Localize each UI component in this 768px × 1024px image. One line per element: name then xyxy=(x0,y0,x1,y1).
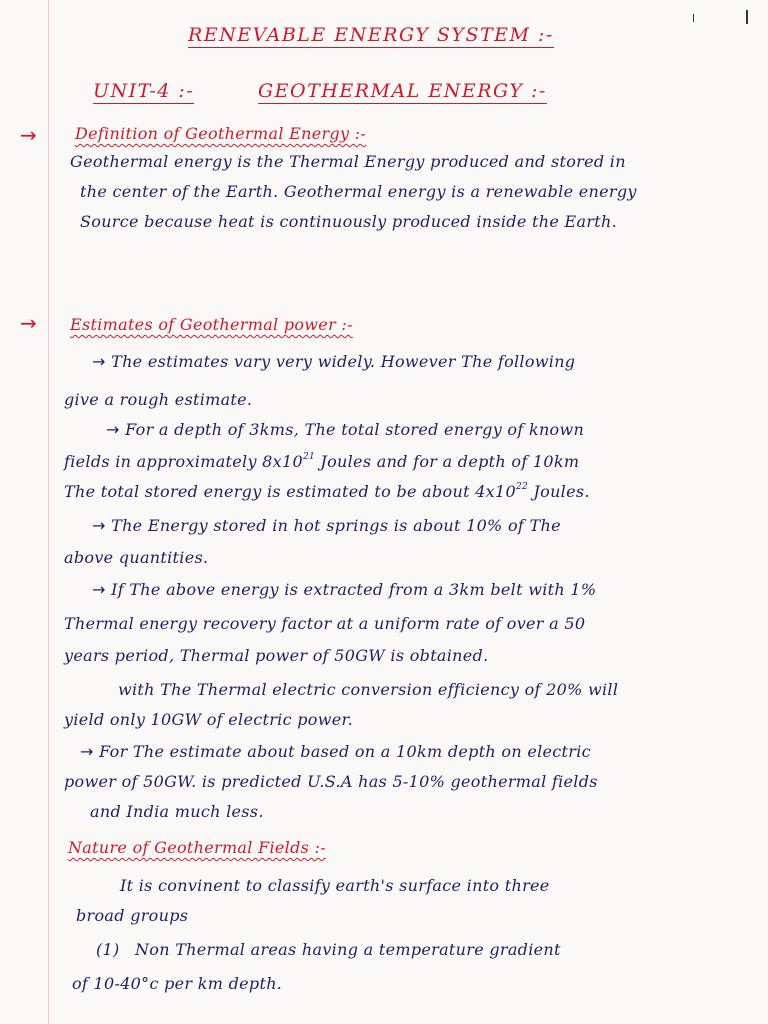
unit-topic: GEOTHERMAL ENERGY :- xyxy=(258,80,547,102)
nature-line: of 10-40°c per km depth. xyxy=(72,974,283,993)
arrow-icon: → xyxy=(106,420,120,439)
nature-line: broad groups xyxy=(76,906,189,925)
nature-line: (1) Non Thermal areas having a temperature gradient xyxy=(96,940,561,959)
estimates-line: → For a depth of 3kms, The total stored energy of known xyxy=(106,420,585,439)
estimates-line: power of 50GW. is predicted U.S.A has 5-10% geothermal fields xyxy=(64,772,598,791)
definition-line: the center of the Earth. Geothermal energy is a renewable energy xyxy=(80,182,637,201)
red-arrow-icon: → xyxy=(20,311,37,335)
estimates-line: The total stored energy is estimated to be about $4x10^{22}$ Joules. xyxy=(64,482,590,501)
unit-label: UNIT-4 :- xyxy=(93,80,195,102)
estimates-line: fields in approximately $8x10^{21}$ Joules and for a depth of 10km xyxy=(64,452,580,471)
arrow-icon: → xyxy=(92,580,106,599)
nature-heading: Nature of Geothermal Fields :- xyxy=(68,838,326,857)
estimates-line: yield only 10GW of electric power. xyxy=(64,710,354,729)
scan-mark xyxy=(693,14,694,22)
estimates-line: → The estimates vary very widely. However The following xyxy=(92,352,576,371)
estimates-heading: Estimates of Geothermal power :- xyxy=(70,315,353,334)
estimates-line: → For The estimate about based on a 10km depth on electric xyxy=(80,742,591,761)
estimates-line: and India much less. xyxy=(90,802,264,821)
list-number: (1) xyxy=(96,940,120,959)
estimates-line: → The Energy stored in hot springs is about 10% of The xyxy=(92,516,561,535)
arrow-icon: → xyxy=(80,742,94,761)
arrow-icon: → xyxy=(92,352,106,371)
nature-line: It is convinent to classify earth's surface into three xyxy=(120,876,550,895)
estimates-line: Thermal energy recovery factor at a uniform rate of over a 50 xyxy=(64,614,586,633)
page-title: RENEVABLE ENERGY SYSTEM :- xyxy=(188,24,554,46)
estimates-line: above quantities. xyxy=(64,548,209,567)
definition-heading: Definition of Geothermal Energy :- xyxy=(75,124,367,143)
exponent: 22 xyxy=(515,482,529,492)
page-margin-line xyxy=(48,0,49,1024)
estimates-line: → If The above energy is extracted from a 3km belt with 1% xyxy=(92,580,597,599)
estimates-line: give a rough estimate. xyxy=(64,390,253,409)
definition-line: Source because heat is continuously produced inside the Earth. xyxy=(80,212,617,231)
definition-line: Geothermal energy is the Thermal Energy produced and stored in xyxy=(70,152,626,171)
scan-mark xyxy=(746,10,748,24)
estimates-line: with The Thermal electric conversion efficiency of 20% will xyxy=(118,680,619,699)
red-arrow-icon: → xyxy=(20,123,37,147)
arrow-icon: → xyxy=(92,516,106,535)
exponent: 21 xyxy=(302,452,315,462)
estimates-line: years period, Thermal power of 50GW is obtained. xyxy=(64,646,489,665)
